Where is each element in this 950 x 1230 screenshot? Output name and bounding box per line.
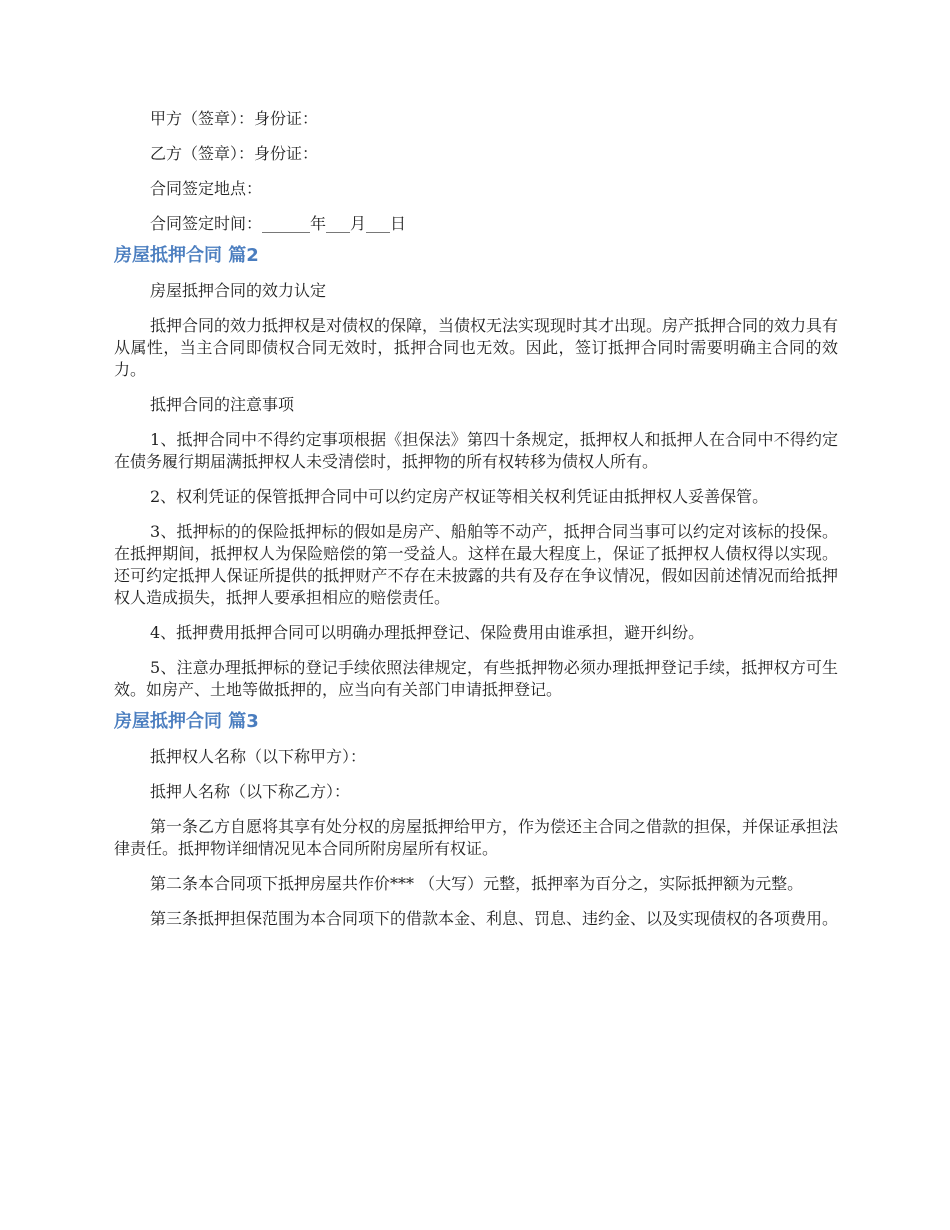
section-3-body	[114, 746, 838, 930]
section-2-paragraph: 抵押合同的效力抵押权是对债权的保障，当债权无法实现现时其才出现。房产抵押合同的效力具有从属性，当主合同即债权合同无效时，抵押合同也无效。因此，签订抵押合同时需要明确主合同的效力。	[114, 316, 839, 379]
section-2-paragraph: 房屋抵押合同的效力认定	[150, 281, 327, 300]
party-b-signature-line: 乙方（签章）：身份证：	[150, 144, 319, 163]
section-3-paragraph: 第三条抵押担保范围为本合同项下的借款本金、利息、罚息、违约金、以及实现债权的各项费用。	[150, 909, 839, 928]
section-3-heading: 房屋抵押合同 篇3	[114, 711, 259, 732]
section-3-paragraph: 第一条乙方自愿将其享有处分权的房屋抵押给甲方，作为偿还主合同之借款的担保，并保证承担法律责任。抵押物详细情况见本合同所附房屋所有权证。	[114, 817, 839, 858]
section-2-paragraph: 4、抵押费用抵押合同可以明确办理抵押登记、保险费用由谁承担，避开纠纷。	[150, 623, 705, 642]
section-2-paragraph: 抵押合同的注意事项	[150, 395, 295, 414]
section-2-paragraph: 2、权利凭证的保管抵押合同中可以约定房产权证等相关权利凭证由抵押权人妥善保管。	[150, 487, 769, 506]
party-a-signature-line: 甲方（签章）：身份证：	[150, 109, 319, 128]
document-page	[114, 108, 838, 943]
section-2-paragraph: 1、抵押合同中不得约定事项根据《担保法》第四十条规定，抵押权人和抵押人在合同中不得约定在债务履行期届满抵押权人未受清偿时，抵押物的所有权转移为债权人所有。	[114, 430, 838, 471]
section-2-paragraph: 3、抵押标的的保险抵押标的假如是房产、船舶等不动产，抵押合同当事可以约定对该标的投保。在抵押期间，抵押权人为保险赔偿的第一受益人。这样在最大程度上，保证了抵押权人债权得以实现。还可约定抵押人保证所提供的抵押财产不存在未披露的共有及存在争议情况，假如因前述情况而给抵押权人造成损失，抵押人要承担相应的赔偿责任。	[114, 522, 838, 607]
section-2-paragraph: 5、注意办理抵押标的登记手续依照法律规定，有些抵押物必须办理抵押登记手续，抵押权方可生效。如房产、土地等做抵押的，应当向有关部门申请抵押登记。	[114, 658, 838, 699]
section-3-paragraph: 抵押权人名称（以下称甲方）：	[150, 747, 367, 766]
section-3-paragraph: 抵押人名称（以下称乙方）：	[150, 782, 351, 801]
contract-time-line: 合同签定时间：______年___月___日	[150, 214, 407, 233]
section-3-paragraph: 第二条本合同项下抵押房屋共作价*** （大写）元整，抵押率为百分之，实际抵押额为元整。	[150, 874, 804, 893]
section-2-heading: 房屋抵押合同 篇2	[114, 245, 259, 266]
signature-block	[114, 108, 838, 235]
contract-place-line: 合同签定地点：	[150, 179, 263, 198]
section-2-body	[114, 280, 838, 701]
